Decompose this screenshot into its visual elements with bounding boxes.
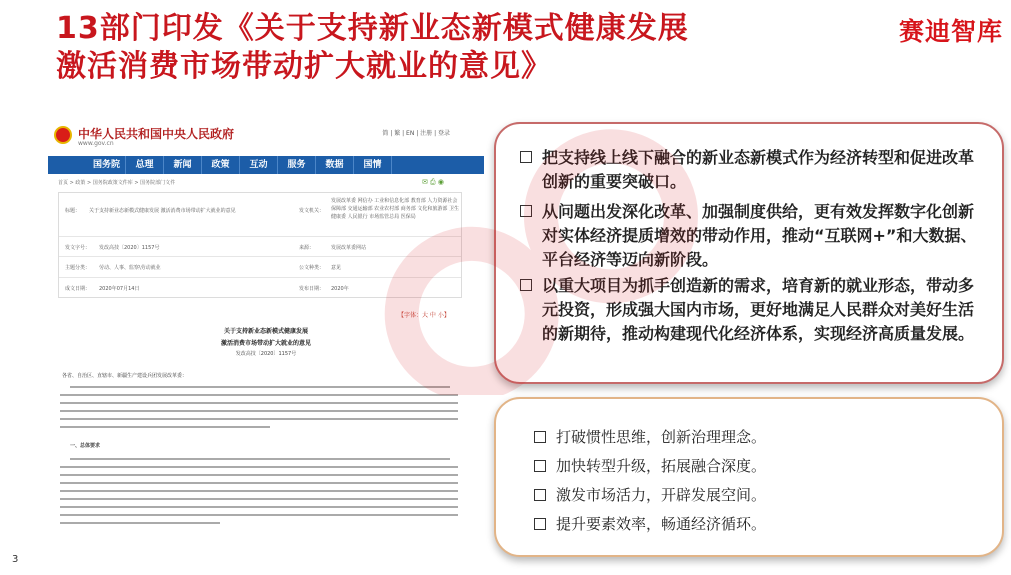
- meta-key: 成文日期：: [65, 286, 91, 292]
- list-item: [534, 456, 766, 476]
- body-text-line: [60, 394, 458, 396]
- document-title-line-2: 激活消费市场带动扩大就业的意见: [220, 340, 311, 347]
- nav-item-news: 新闻: [164, 156, 202, 174]
- nav-item-premier: 总理: [126, 156, 164, 174]
- meta-key: 发布日期：: [299, 286, 325, 292]
- list-item-text: 把支持线上线下融合的新业态新模式作为经济转型和促进改革创新的重要突破口。: [542, 148, 975, 191]
- list-item-text: 以重大项目为抓手创造新的需求，培育新的就业形态，带动多元投资，形成强大国内市场，更好地满足人民群众对美好生活的新期待，推动构建现代化经济体系，实现经济高质量发展。: [542, 276, 975, 343]
- body-text-line: [60, 498, 458, 500]
- meta-value: 意见: [331, 265, 342, 271]
- gov-site-url: www.gov.cn: [78, 140, 114, 147]
- meta-key: 主题分类：: [65, 265, 91, 271]
- gov-nav-bar: [48, 156, 484, 174]
- body-text-line: [60, 402, 458, 404]
- list-item-text: 加快转型升级，拓展融合深度。: [556, 457, 767, 475]
- square-bullet-icon: [534, 431, 546, 443]
- body-text-line: [60, 474, 458, 476]
- body-text-line: [60, 506, 458, 508]
- body-text-line: [60, 418, 458, 420]
- breadcrumb: 首页 > 政策 > 国务院政策文件库 > 国务院部门文件: [58, 180, 176, 186]
- list-item-text: 提升要素效率，畅通经济循环。: [556, 515, 767, 533]
- square-bullet-icon: [534, 489, 546, 501]
- square-bullet-icon: [534, 518, 546, 530]
- meta-value: 2020年07月14日: [99, 286, 140, 292]
- nav-item-national-info: 国情: [354, 156, 392, 174]
- page-number: 3: [12, 554, 19, 565]
- title-line-2: 激活消费市场带动扩大就业的意见》: [56, 49, 552, 84]
- meta-value: 发展改革委网站: [331, 245, 367, 251]
- list-item-text: 激发市场活力，开辟发展空间。: [556, 486, 767, 504]
- share-icons: ✉ ⎙ ◉: [421, 178, 444, 186]
- nav-item-service: 服务: [278, 156, 316, 174]
- body-text-line: [60, 522, 220, 524]
- document-salutation: 各省、自治区、直辖市、新疆生产建设兵团发展改革委：: [62, 373, 188, 379]
- meta-key: 发文字号：: [65, 245, 91, 251]
- meta-value: 劳动、人事、监察\劳动就业: [99, 265, 161, 271]
- document-title-line-1: 关于支持新业态新模式健康发展: [223, 328, 308, 335]
- gov-site-tools: 简 | 繁 | EN | 注册 | 登录: [382, 130, 450, 137]
- body-text-line: [60, 490, 458, 492]
- list-item: [520, 200, 984, 272]
- nav-item-policy: 政策: [202, 156, 240, 174]
- square-bullet-icon: [534, 460, 546, 472]
- meta-key: 来源：: [299, 245, 315, 251]
- nav-item-state-council: 国务院: [88, 156, 126, 174]
- list-item: [520, 274, 984, 346]
- document-number: 发改高技〔2020〕1157号: [235, 351, 297, 357]
- body-text-line: [70, 386, 450, 388]
- meta-value: 2020年: [331, 286, 349, 292]
- list-item-text: 打破惯性思维，创新治理理念。: [556, 428, 767, 446]
- body-text-line: [60, 466, 458, 468]
- national-emblem-icon: [54, 126, 72, 144]
- list-item: [520, 146, 984, 194]
- body-text-line: [60, 482, 458, 484]
- key-points-panel: [494, 122, 1004, 384]
- body-text-line: [60, 410, 458, 412]
- meta-row: [59, 193, 461, 237]
- meta-value: 关于支持新业态新模式健康发展 激活消费市场带动扩大就业的意见: [89, 208, 236, 214]
- meta-key: 发文机关：: [299, 208, 325, 214]
- meta-value: 发改高技〔2020〕1157号: [99, 245, 160, 251]
- meta-row: [59, 257, 461, 278]
- slide-title: [56, 10, 816, 86]
- list-item-text: 从问题出发深化改革、加强制度供给，更有效发挥数字化创新对实体经济提质增效的带动作用，推动“互联网+”和大数据、平台经济等迈向新阶段。: [542, 202, 977, 269]
- document-meta-table: [58, 192, 462, 298]
- body-text-line: [60, 514, 458, 516]
- square-bullet-icon: [520, 279, 532, 291]
- square-bullet-icon: [520, 205, 532, 217]
- title-line-1: 13部门印发《关于支持新业态新模式健康发展: [56, 11, 689, 46]
- nav-item-data: 数据: [316, 156, 354, 174]
- meta-row: [59, 237, 461, 257]
- meta-row: [59, 278, 461, 298]
- meta-key: 公文种类：: [299, 265, 325, 271]
- brand-logo: 赛迪智库: [898, 17, 1003, 46]
- list-item: [534, 485, 766, 505]
- meta-key: 标题：: [65, 208, 81, 214]
- meta-value: 发展改革委 网信办 工业和信息化部 教育部 人力资源社会保障部 交通运输部 农业农村部 商务部 文化和旅游部 卫生健康委 人民银行 市场监管总局 医保局: [331, 198, 459, 220]
- body-text-line: [60, 426, 270, 428]
- gov-site-name: 中华人民共和国中央人民政府: [78, 127, 235, 141]
- document-screenshot: [48, 120, 484, 550]
- list-item: [534, 427, 766, 447]
- body-text-line: [70, 458, 450, 460]
- nav-item-interaction: 互动: [240, 156, 278, 174]
- font-size-control: 【字体：大 中 小】: [398, 312, 450, 319]
- document-section-heading: 一、总体要求: [70, 443, 101, 449]
- list-item: [534, 514, 766, 534]
- gov-site-header: [48, 120, 484, 156]
- principles-panel: [494, 397, 1004, 557]
- square-bullet-icon: [520, 151, 532, 163]
